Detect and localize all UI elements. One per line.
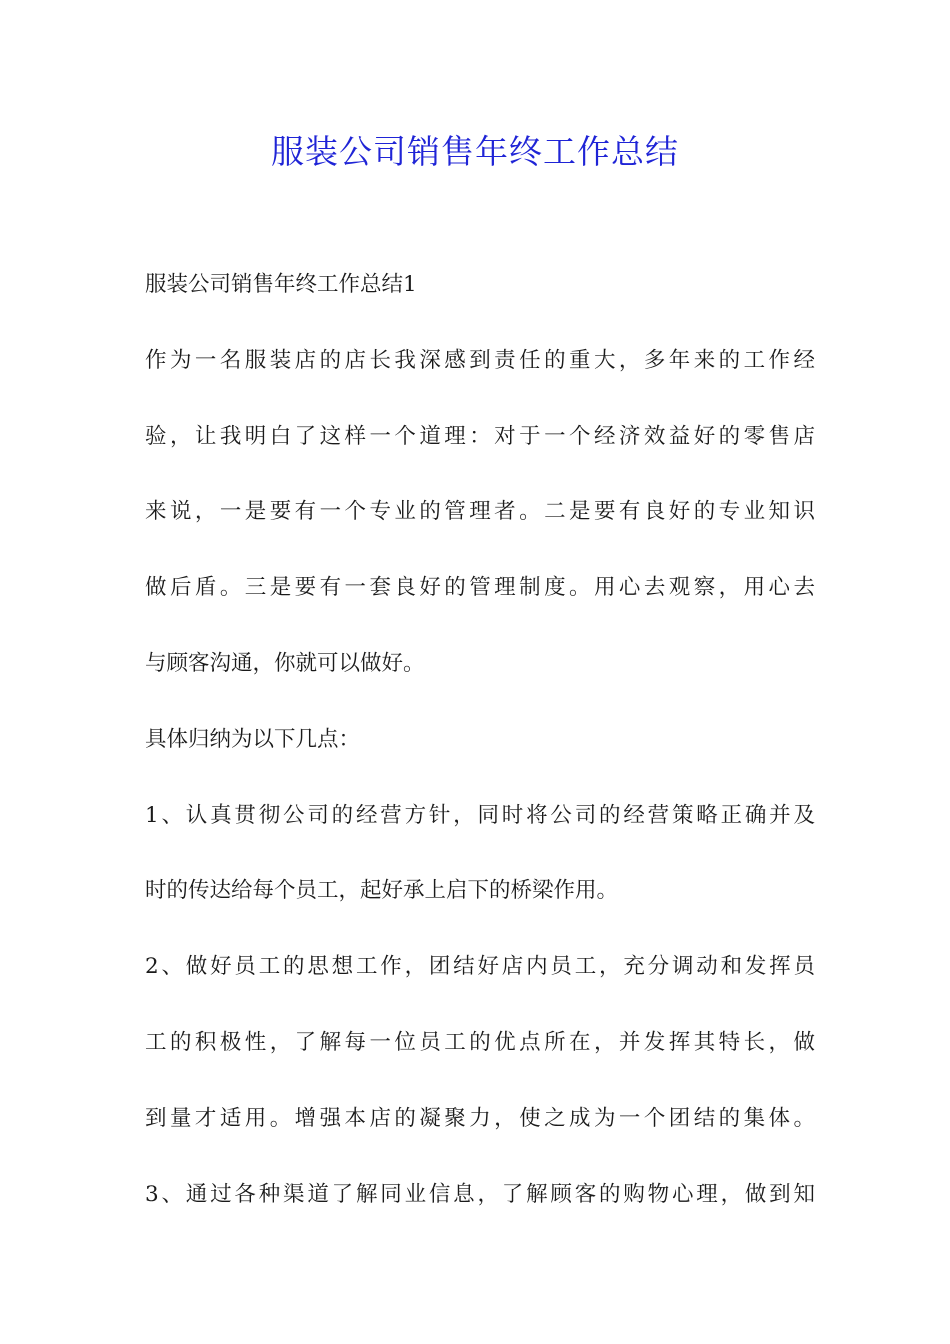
paragraph-line: 验，让我明白了这样一个道理：对于一个经济效益好的零售店 xyxy=(145,423,815,449)
paragraph-line: 与顾客沟通，你就可以做好。 xyxy=(145,650,425,676)
list-item-line: 工的积极性，了解每一位员工的优点所在，并发挥其特长，做 xyxy=(145,1029,815,1055)
document-body xyxy=(145,264,815,1249)
list-item-line: 2、做好员工的思想工作，团结好店内员工，充分调动和发挥员 xyxy=(145,954,815,980)
list-item-line: 3、通过各种渠道了解同业信息，了解顾客的购物心理，做到知 xyxy=(145,1181,815,1207)
list-item-line: 时的传达给每个员工，起好承上启下的桥梁作用。 xyxy=(145,878,619,904)
paragraph-line: 来说，一是要有一个专业的管理者。二是要有良好的专业知识 xyxy=(145,499,815,525)
paragraph-line: 做后盾。三是要有一套良好的管理制度。用心去观察，用心去 xyxy=(145,575,815,601)
section-heading: 服装公司销售年终工作总结1 xyxy=(145,272,417,297)
list-item-line: 1、认真贯彻公司的经营方针，同时将公司的经营策略正确并及 xyxy=(145,802,815,828)
document-title: 服装公司销售年终工作总结 xyxy=(271,132,679,171)
list-item-line: 到量才适用。增强本店的凝聚力，使之成为一个团结的集体。 xyxy=(145,1105,815,1131)
paragraph-line: 具体归纳为以下几点： xyxy=(145,726,361,752)
paragraph-line: 作为一名服装店的店长我深感到责任的重大，多年来的工作经 xyxy=(145,347,815,373)
